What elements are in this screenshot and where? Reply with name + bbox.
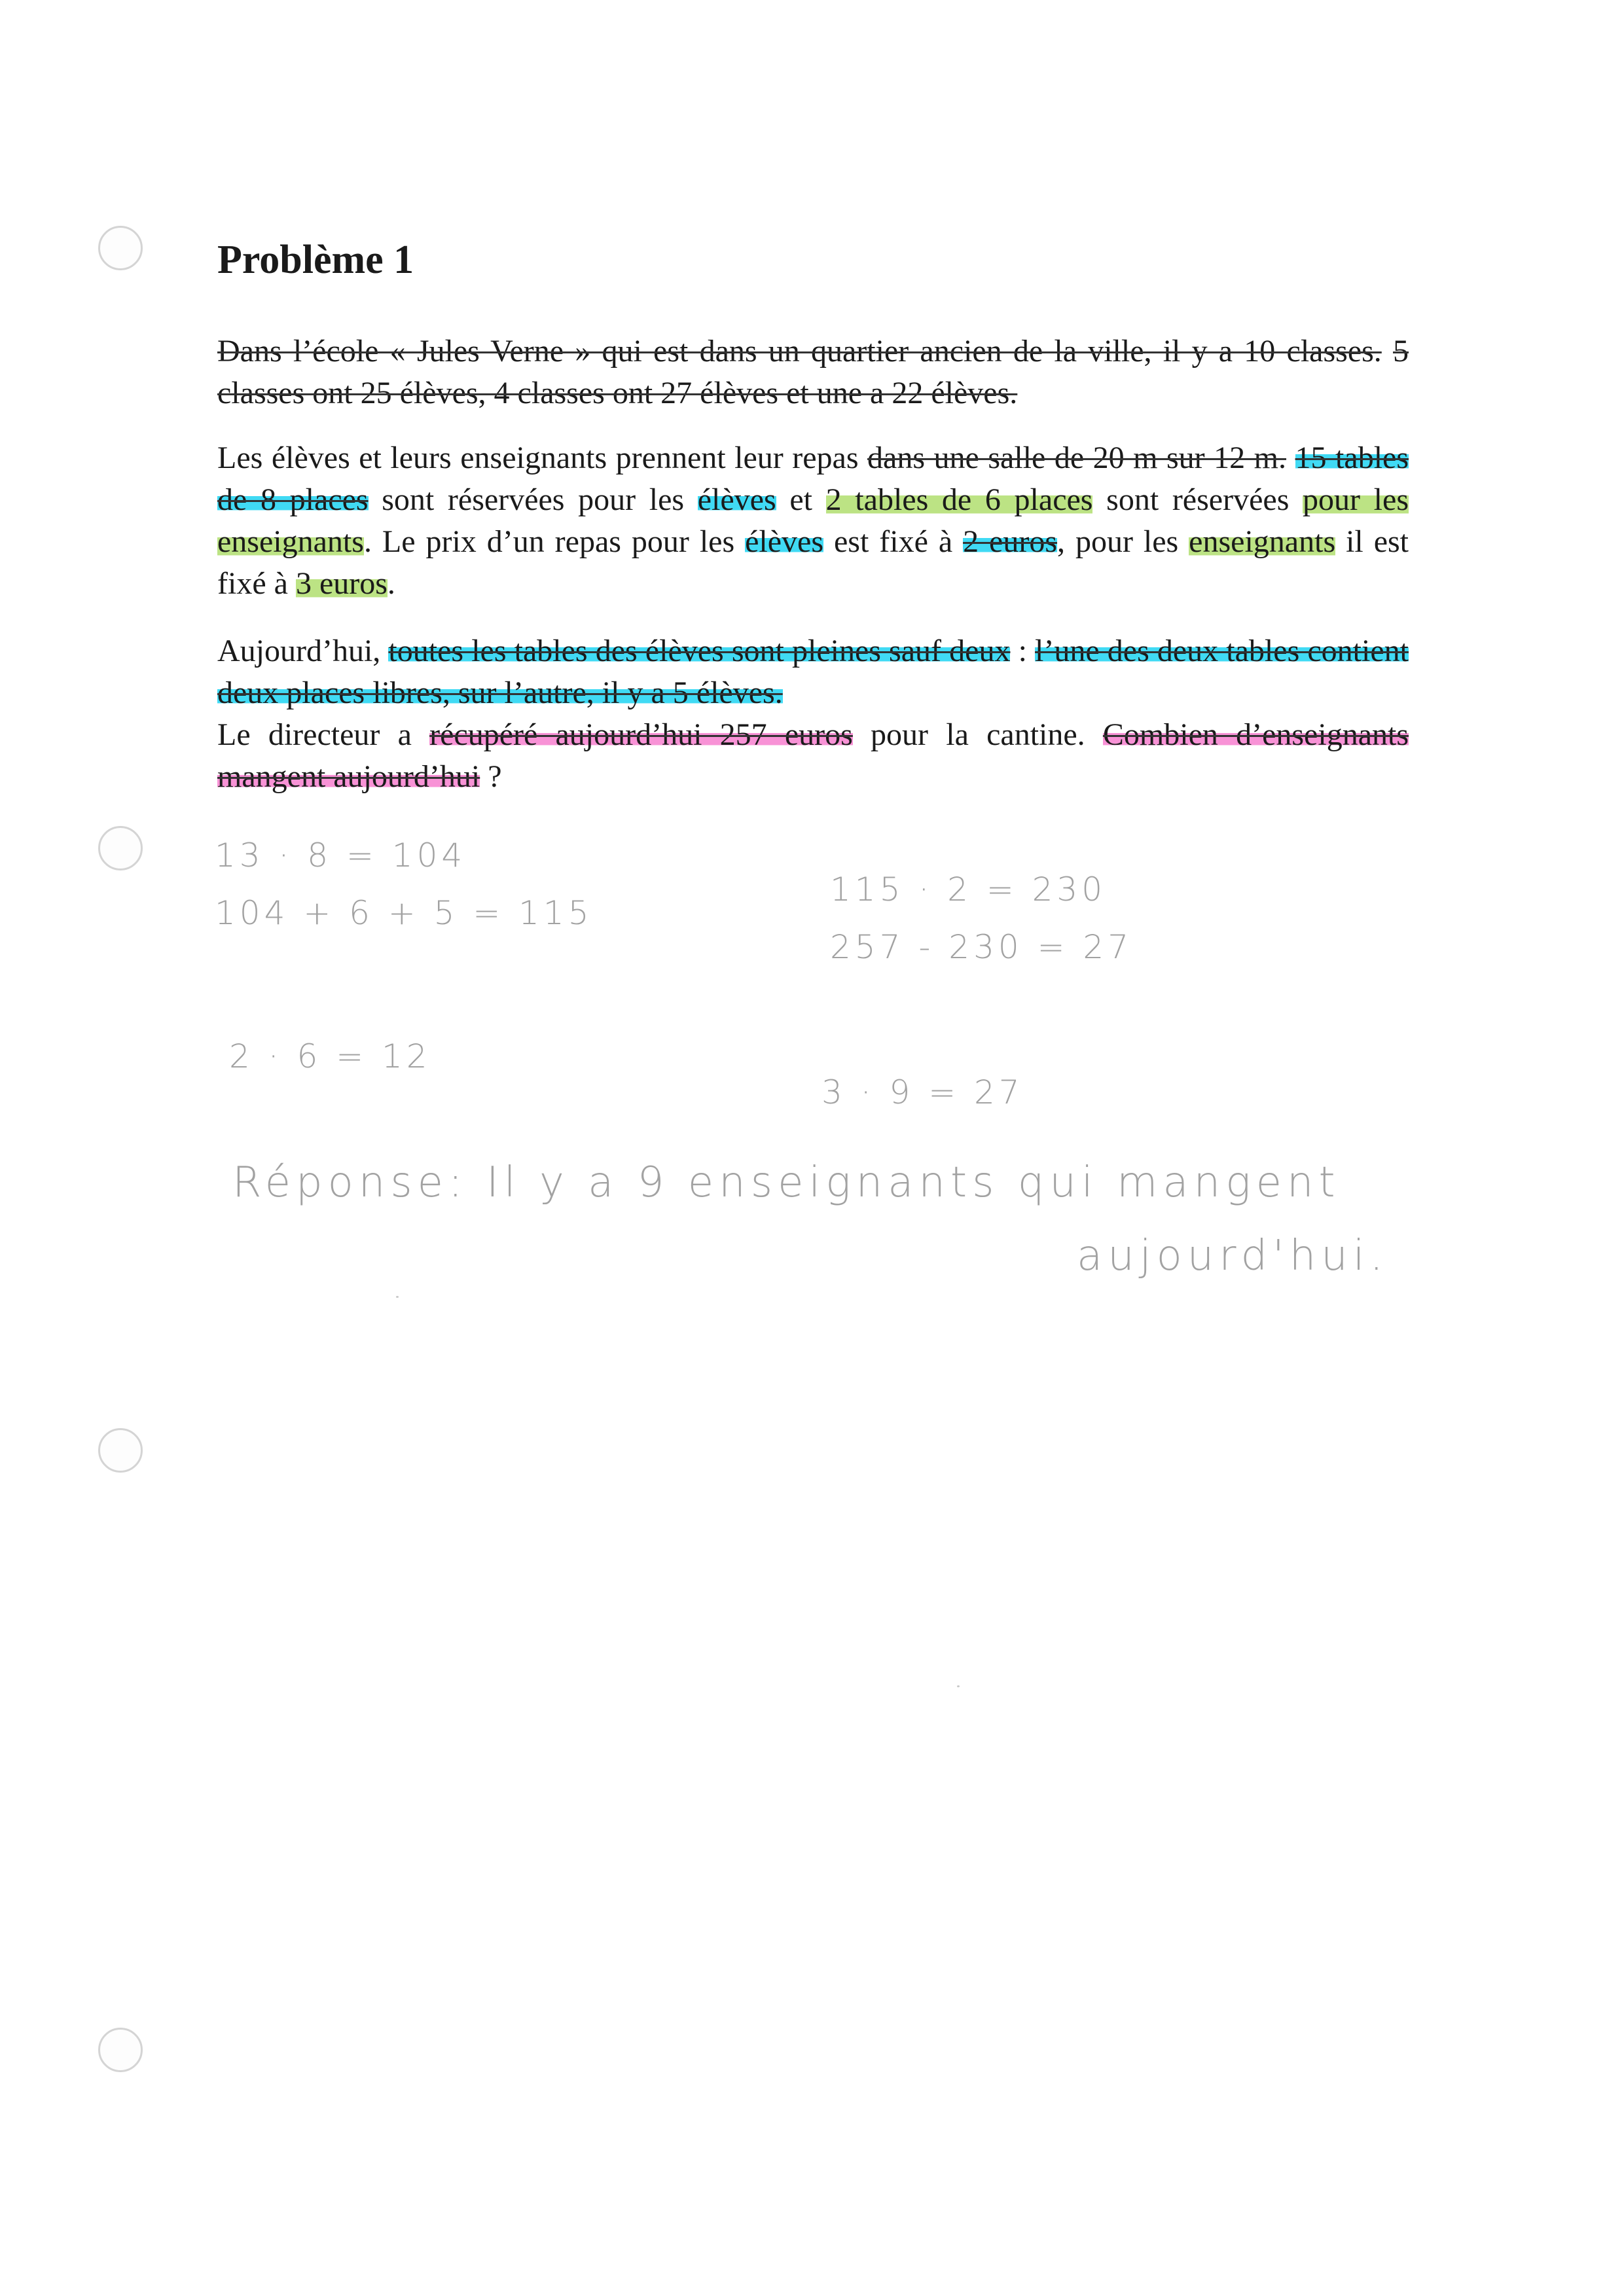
problem-title: Problème 1 — [217, 238, 414, 282]
highlight-green: 3 euros — [295, 566, 388, 601]
paragraph-2 — [217, 437, 1409, 605]
highlight-blue: l’une des deux tables contient deux places libres, sur l’autre, il y a 5 élèves. — [217, 634, 1409, 710]
highlight-blue: 2 euros — [963, 524, 1058, 559]
strikethrough-text: dans une salle de 20 m sur 12 m. — [867, 440, 1287, 475]
highlight-green: 2 tables de 6 places — [825, 482, 1093, 517]
highlight-blue: toutes les tables des élèves sont pleines sauf deux — [388, 634, 1011, 668]
paragraph-1 — [217, 331, 1409, 414]
text: , pour les — [1057, 524, 1189, 559]
highlight-blue: élèves — [745, 524, 824, 559]
text: . Le prix d’un repas pour les — [363, 524, 746, 559]
highlight-blue: 15 tables de 8 places — [217, 440, 1409, 517]
text: Aujourd’hui, — [217, 634, 389, 668]
text: et — [776, 482, 826, 517]
text: Les élèves et leurs enseignants prennent leur repas — [217, 440, 868, 475]
text: sont réservées — [1092, 482, 1303, 517]
text: pour la cantine. — [852, 717, 1103, 752]
scan-speck — [957, 1685, 960, 1687]
punch-hole — [98, 2028, 143, 2072]
strikethrough-text: Dans l’école « Jules Verne » qui est dans un quartier ancien de la ville, il y a 10 classes. — [217, 334, 1382, 368]
paragraph-3 — [217, 630, 1409, 798]
punch-hole — [98, 226, 143, 270]
text: . — [387, 566, 395, 601]
text: ? — [480, 759, 502, 794]
punch-hole — [98, 826, 143, 870]
strikethrough-text: 5 classes ont 25 élèves, 4 classes ont 27 élèves et une a 22 élèves. — [217, 334, 1409, 410]
handwritten-calculation: 3 · 9 = 27 — [821, 1073, 1024, 1111]
text: sont réservées pour les — [368, 482, 698, 517]
text: il est fixé à — [217, 524, 1409, 601]
scan-speck — [396, 1296, 399, 1298]
text — [1286, 440, 1295, 475]
text: est fixé à — [823, 524, 964, 559]
handwritten-calculation: 257 - 230 = 27 — [830, 928, 1133, 966]
text: : — [1010, 634, 1036, 668]
handwritten-calculation: 2 · 6 = 12 — [229, 1037, 431, 1075]
handwritten-answer: aujourd'hui. — [1077, 1232, 1388, 1280]
highlight-green: pour les enseignants — [217, 482, 1409, 559]
handwritten-calculation: 104 + 6 + 5 = 115 — [215, 894, 593, 932]
highlight-green: enseignants — [1189, 524, 1336, 559]
handwritten-answer: Réponse: Il y a 9 enseignants qui mangent — [232, 1158, 1341, 1207]
highlight-pink: récupéré aujourd’hui 257 euros — [429, 717, 853, 752]
handwritten-calculation: 13 · 8 = 104 — [215, 836, 467, 874]
handwritten-calculation: 115 · 2 = 230 — [830, 870, 1107, 908]
punch-hole — [98, 1428, 143, 1473]
text: Le directeur a — [217, 717, 430, 752]
highlight-blue: élèves — [697, 482, 776, 517]
highlight-pink: Combien d’enseignants mangent aujourd’hui — [217, 717, 1409, 794]
